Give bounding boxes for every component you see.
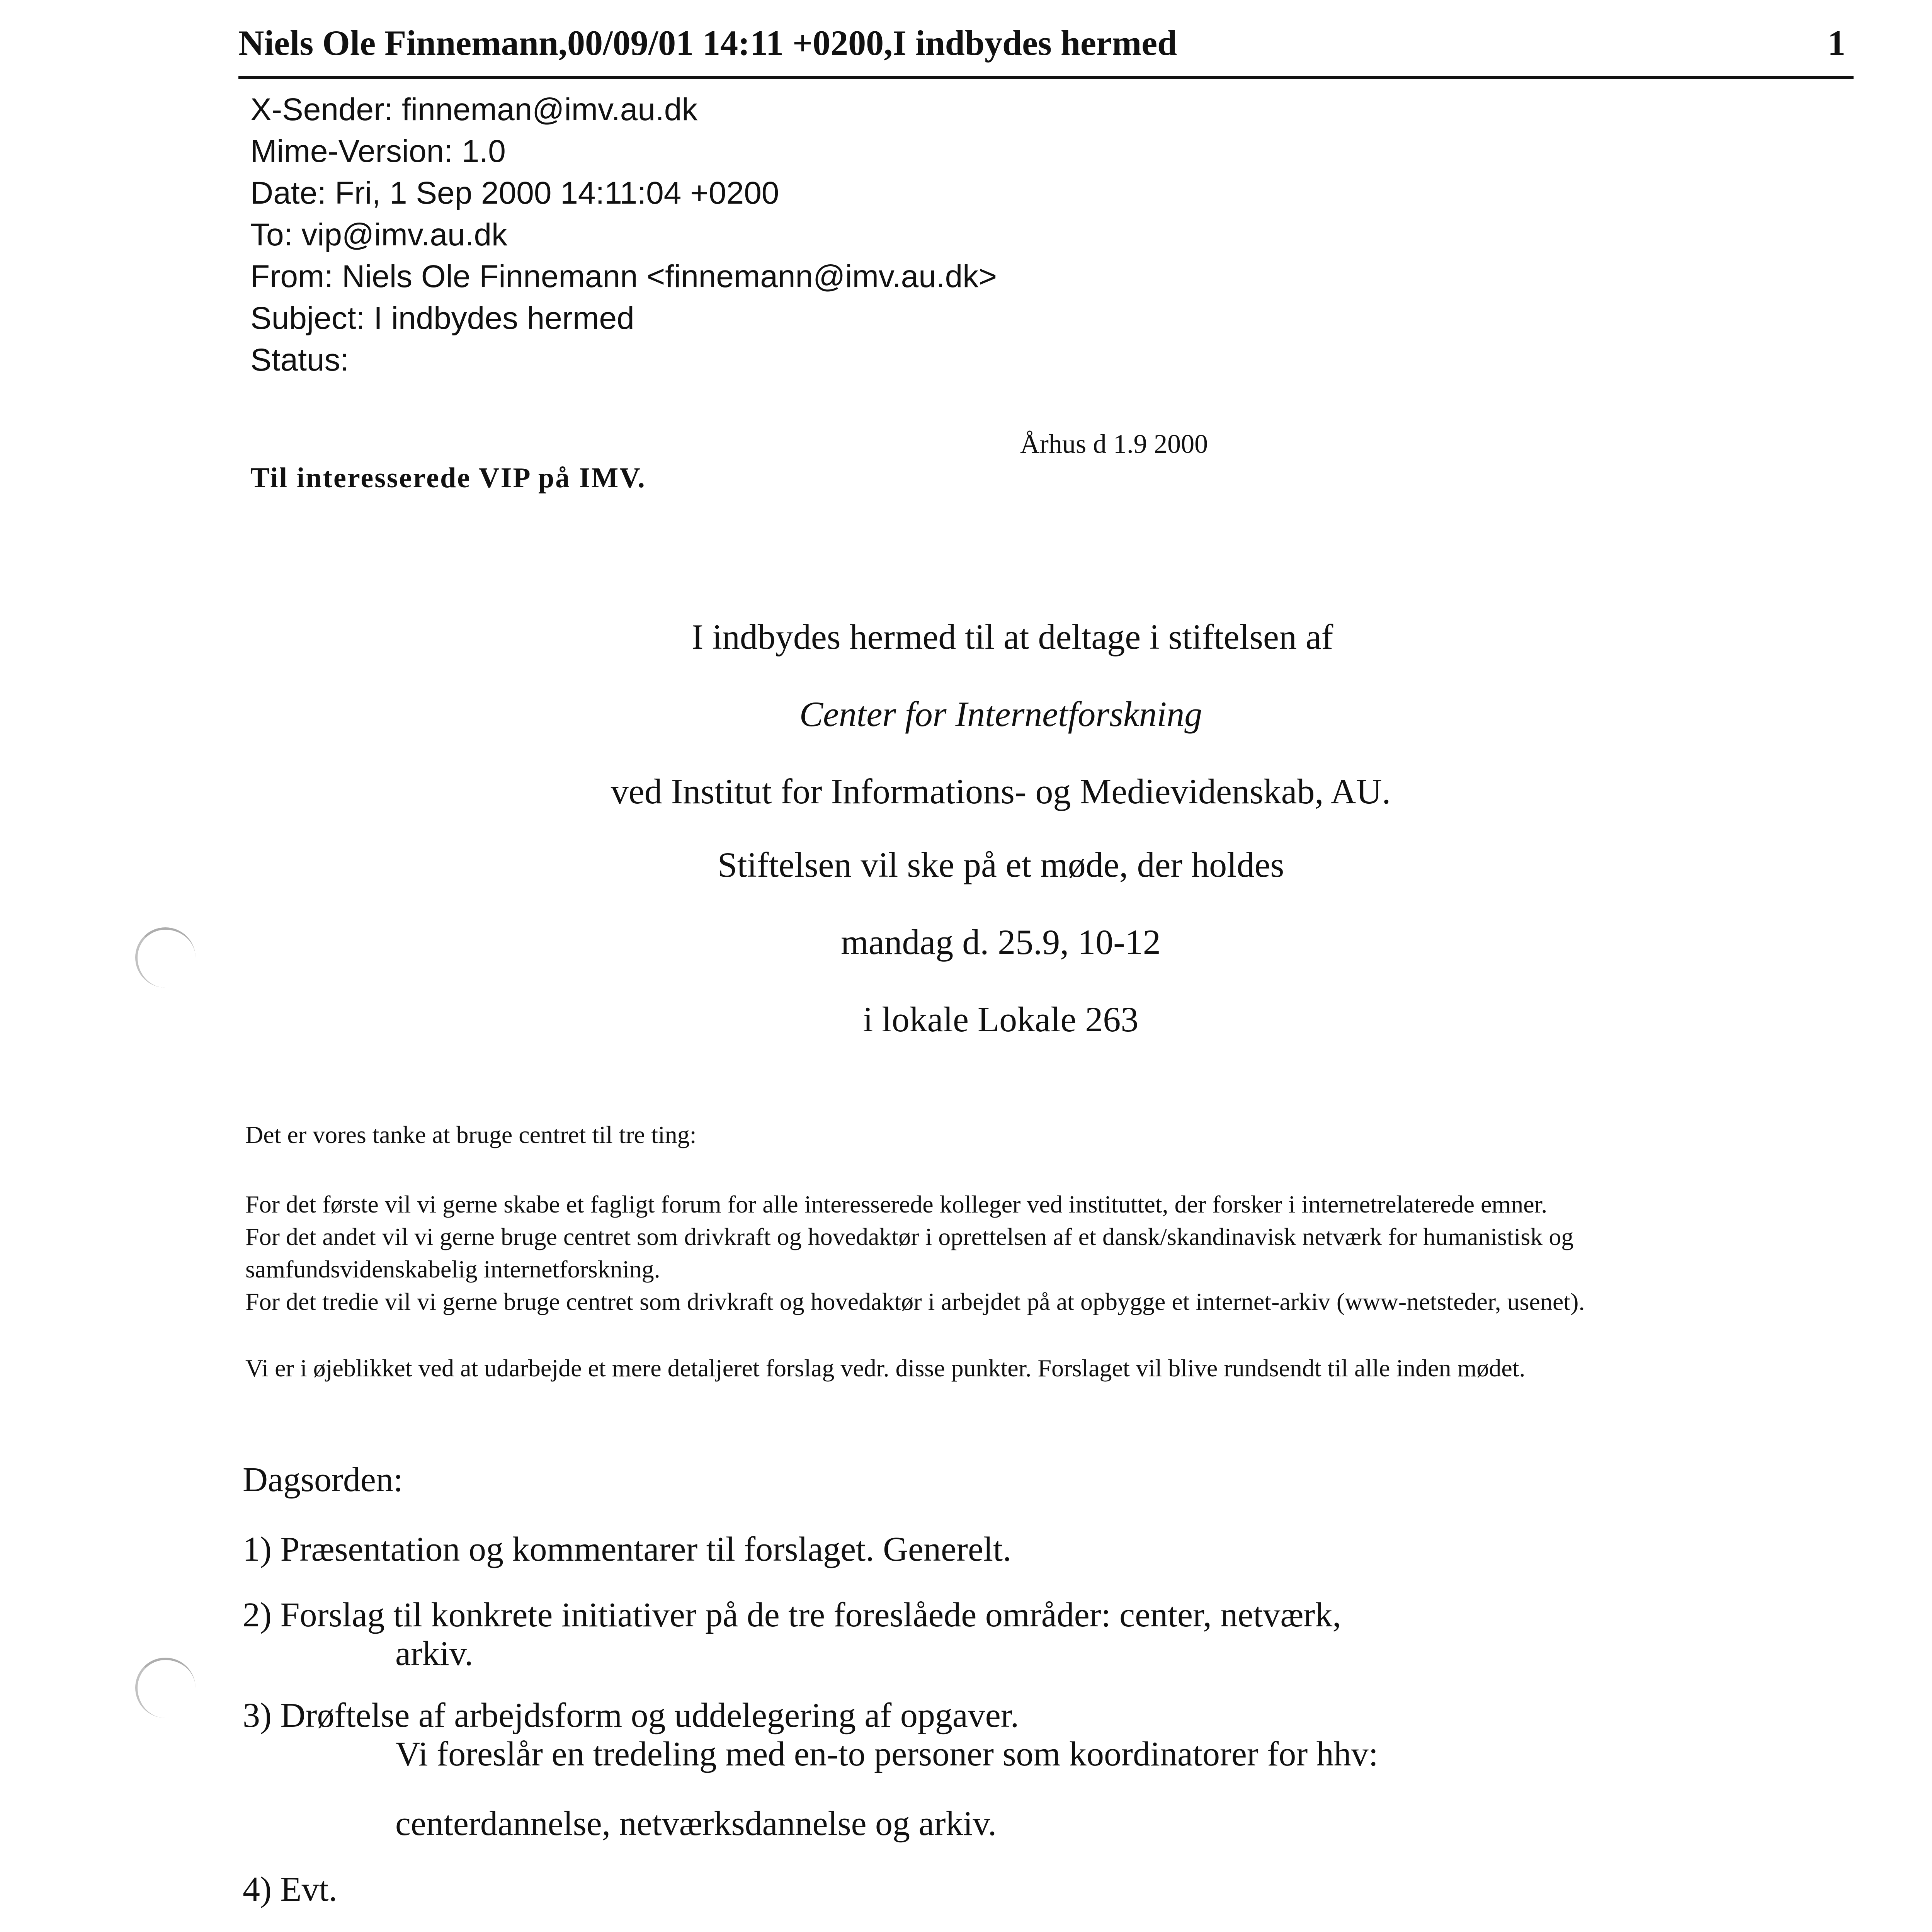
agenda-item: 3) Drøftelse af arbejdsform og uddelegering af opgaver. xyxy=(243,1696,1019,1735)
agenda-item-list: centerdannelse, netværksdannelse og arkiv. xyxy=(395,1804,997,1843)
agenda-title: Dagsorden: xyxy=(243,1461,403,1499)
x-sender-line: X-Sender: finneman@imv.au.dk xyxy=(250,92,698,127)
body-intro: Det er vores tanke at bruge centret til tre ting: xyxy=(245,1121,697,1148)
punch-hole-mark xyxy=(135,927,196,988)
meeting-time: mandag d. 25.9, 10-12 xyxy=(841,922,1161,962)
date-line: Date: Fri, 1 Sep 2000 14:11:04 +0200 xyxy=(250,175,779,211)
meeting-room: i lokale Lokale 263 xyxy=(863,1000,1139,1039)
mime-version-line: Mime-Version: 1.0 xyxy=(250,134,506,169)
header-page-number: 1 xyxy=(1828,23,1845,63)
agenda-item-note: Vi foreslår en tredeling med en-to personer som koordinatorer for hhv: xyxy=(395,1735,1378,1773)
email-header-block xyxy=(250,89,997,381)
agenda-item: 2) Forslag til konkrete initiativer på de tre foreslåede områder: center, netværk, xyxy=(243,1596,1341,1634)
agenda-item: 4) Evt. xyxy=(243,1870,337,1908)
from-line: From: Niels Ole Finnemann <finnemann@imv.au.dk> xyxy=(250,259,997,294)
invitation-line: ved Institut for Informations- og Medievidenskab, AU. xyxy=(611,772,1391,811)
body-point: For det tredie vil vi gerne bruge centret som drivkraft og hovedaktør i arbejdet på at opbygge et internet-arkiv (www-netsteder, usenet). xyxy=(245,1288,1585,1315)
invitation-line: Stiftelsen vil ske på et møde, der holdes xyxy=(717,845,1284,884)
agenda-item-continuation: arkiv. xyxy=(395,1634,473,1673)
to-line: To: vip@imv.au.dk xyxy=(250,217,508,252)
body-status-note: Vi er i øjeblikket ved at udarbejde et mere detaljeret forslag vedr. disse punkter. Forslaget vil blive rundsendt til alle inden mødet. xyxy=(245,1354,1526,1382)
status-line: Status: xyxy=(250,342,349,378)
invitation-line: I indbydes hermed til at deltage i stiftelsen af xyxy=(691,617,1333,656)
agenda-item: 1) Præsentation og kommentarer til forslaget. Generelt. xyxy=(243,1530,1012,1568)
agenda xyxy=(243,1461,1378,1909)
subject-line: Subject: I indbydes hermed xyxy=(250,301,634,336)
letter-date: Århus d 1.9 2000 xyxy=(1020,429,1208,459)
body-point: For det andet vil vi gerne bruge centret som drivkraft og hovedaktør i oprettelsen af et dansk/skandinavisk netværk for humanistisk og samfundsvidenskabelig internetforskning. xyxy=(245,1223,1574,1283)
page-header-title: Niels Ole Finnemann,00/09/01 14:11 +0200,I indbydes hermed xyxy=(238,23,1177,63)
letter-addressee: Til interesserede VIP på IMV. xyxy=(250,462,646,494)
center-name: Center for Internetforskning xyxy=(799,694,1202,734)
body-point: For det første vil vi gerne skabe et fagligt forum for alle interesserede kolleger ved instituttet, der forsker i internetrelaterede emner. xyxy=(245,1190,1548,1218)
punch-hole-mark xyxy=(135,1658,196,1718)
header-divider xyxy=(238,76,1854,79)
letter-body xyxy=(245,1119,1810,1384)
